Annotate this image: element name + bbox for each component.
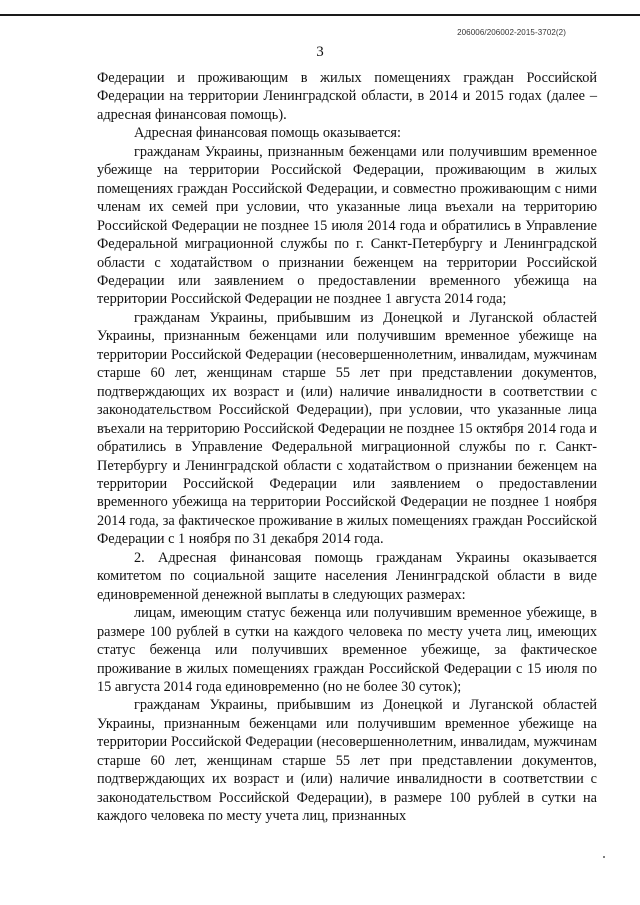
scan-speck: [603, 856, 605, 858]
page-number: 3: [316, 44, 324, 60]
paragraph-item: гражданам Украины, прибывшим из Донецкой и Луганской областей Украины, признанным беженцами или получившим временное убежище на территории Российской Федерации (несовершеннолетним, инвалидам, мужчинам старше 60 лет, женщинам старше 55 лет при представлении документов, подтверждающих их возраст и (или) наличие инвалидности в соответствии с законодательством Российской Федерации), в размере 100 рублей в сутки на каждого человека по месту учета лиц, признанных: [97, 697, 597, 825]
paragraph-intro: Адресная финансовая помощь оказывается:: [134, 125, 401, 142]
paragraph-section-2: 2. Адресная финансовая помощь гражданам Украины оказывается комитетом по социальной защите населения Ленинградской области в виде единовременной денежной выплаты в следующих размерах:: [97, 549, 597, 603]
paragraph-item: гражданам Украины, признанным беженцами или получившим временное убежище на территории Российской Федерации, проживающим в жилых помещениях граждан Российской Федерации, и совместно проживающим с ними членам их семей при условии, что указанные лица въехали на территорию Российской Федерации не позднее 15 июля 2014 года и обратились в Управление Федеральной миграционной службы по г. Санкт-Петербургу и Ленинградской области с ходатайством о признании беженцем на территории Российской Федерации или заявлением о предоставлении временного убежища на территории Российской Федерации не позднее 1 августа 2014 года;: [97, 143, 597, 308]
top-border-line: [0, 14, 640, 16]
paragraph-continuation: Федерации и проживающим в жилых помещениях граждан Российской Федерации на территории Ленинградской области, в 2014 и 2015 годах (далее – адресная финансовая помощь).: [97, 70, 597, 123]
document-id: 206006/206002-2015-3702(2): [457, 28, 566, 37]
paragraph-item: гражданам Украины, прибывшим из Донецкой и Луганской областей Украины, признанным беженцами или получившим временное убежище на территории Российской Федерации (несовершеннолетним, инвалидам, мужчинам старше 60 лет, женщинам старше 55 лет при представлении документов, подтверждающих их возраст и (или) наличие инвалидности в соответствии с законодательством Российской Федерации), при условии, что указанные лица въехали на территорию Российской Федерации не позднее 15 октября 2014 года и обратились в Управление Федеральной миграционной службы по г. Санкт-Петербургу и Ленинградской области с ходатайством о признании беженцем на территории Российской Федерации или заявлением о предоставлении временного убежища на территории Российской Федерации не позднее 1 ноября 2014 года, за фактическое проживание в жилых помещениях граждан Российской Федерации с 1 ноября по 31 декабря 2014 года.: [97, 309, 597, 548]
paragraph-item: лицам, имеющим статус беженца или получившим временное убежище, в размере 100 рублей в сутки на каждого человека по месту учета лиц, имеющих статус беженца или получивших временное убежище, за фактическое проживание в жилых помещениях граждан Российской Федерации с 15 июля по 15 августа 2014 года единовременно (но не более 30 суток);: [97, 605, 597, 695]
document-body: [97, 69, 597, 826]
